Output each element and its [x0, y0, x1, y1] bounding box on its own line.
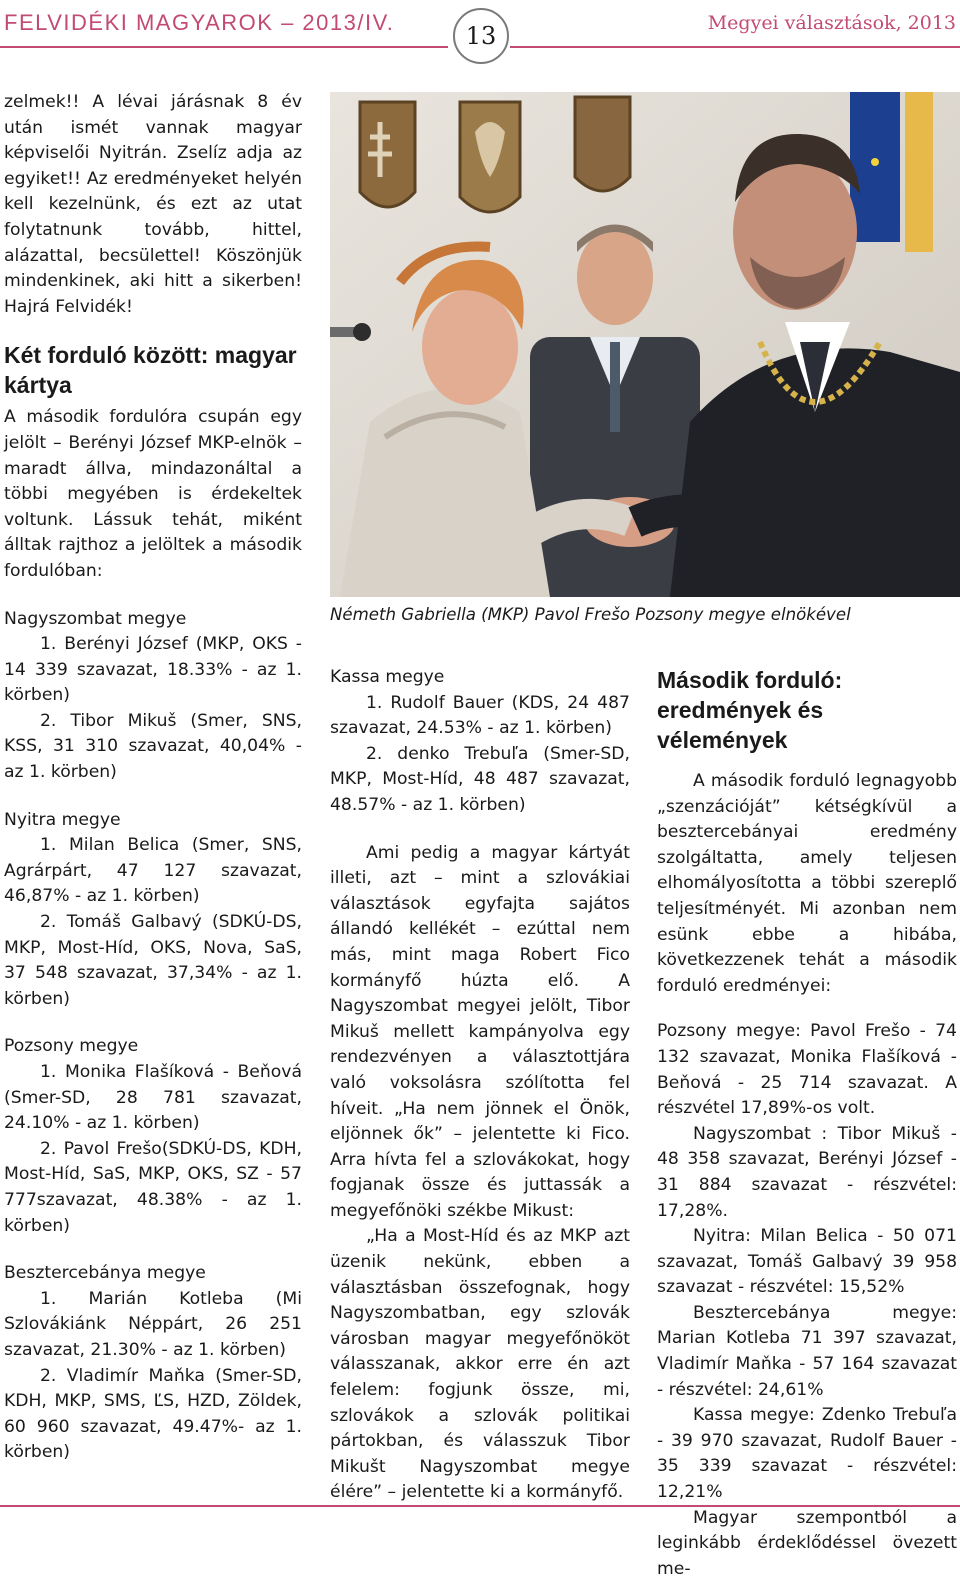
result-entry: Besztercebánya megye: Marian Kotleba 71 397 szavazat, Vladimír Maňka - 57 164 szavazat - részvétel: 24,61%	[657, 1302, 957, 1400]
county-block	[4, 808, 302, 1013]
column-left	[4, 90, 302, 1466]
column-middle	[330, 665, 630, 1506]
county-name: Kassa megye	[330, 667, 445, 687]
county-name: Nyitra megye	[4, 809, 121, 830]
body-paragraph: Ami pedig a magyar kártyát illeti, azt – mint a szlovákiai választások egyfajta sajátos állandó kellékét – ezúttal nem más, mint maga Robert Fico kormányfő húzta elő. A Nagyszombat megyei jelölt, Tibor Mikuš mellett kampányolva egy rendezvényen a választottjára való voksolásra szólította fel híveit. „Ha nem jönnek el Önök, eljönnek ők” – jelentette ki Fico. Arra hívta fel a szlovákokat, hogy fogjanak össze és juttassák a megyefőnöki székbe Mikust:	[330, 842, 630, 1221]
candidate-entry: 1. Rudolf Bauer (KDS, 24 487 szavazat, 24.53% - az 1. körben)	[330, 692, 630, 739]
candidate-entry: 2. Tibor Mikuš (Smer, SNS, KSS, 31 310 szavazat, 40,04% - az 1. körben)	[4, 710, 302, 783]
county-block	[4, 607, 302, 786]
header-rule-left	[0, 46, 448, 48]
result-entry: Kassa megye: Zdenko Trebuľa - 39 970 szavazat, Rudolf Bauer - 35 339 szavazat - részvétel: 12,21%	[657, 1405, 957, 1503]
result-entry: Pozsony megye: Pavol Frešo - 74 132 szavazat, Monika Flašíková - Beňová - 25 714 szavazat. A részvétel 17,89%-os volt.	[657, 1021, 957, 1119]
article-heading: Két forduló között: magyar kártya	[4, 342, 297, 399]
body-paragraph: A második forduló legnagyobb „szenzációját” kétségkívül a besztercebányai eredmény szolgáltatta, amely teljesen elhomályosította a többi szereplő teljesítményét. Mi azonban nem esünk ebbe a hibába, következzenek tehát a második forduló eredményei:	[657, 771, 957, 996]
county-block	[4, 1261, 302, 1466]
candidate-entry: 1. Milan Belica (Smer, SNS, Agrárpárt, 47 127 szavazat, 46,87% - az 1. körben)	[4, 835, 302, 907]
candidate-entry: 2. Tomáš Galbavý (SDKÚ-DS, MKP, Most-Híd, OKS, Nova, SaS, 37 548 szavazat, 37,34% - az 1. körben)	[4, 912, 302, 1009]
candidate-entry: 1. Monika Flašíková - Beňová (Smer-SD, 28 781 szavazat, 24.10% - az 1. körben)	[4, 1062, 302, 1134]
county-name: Nagyszombat megye	[4, 608, 187, 629]
candidate-entry: 1. Marián Kotleba (Mi Szlovákiánk Néppárt, 26 251 szavazat, 21.30% - az 1. körben)	[4, 1288, 302, 1360]
page-number: 13	[453, 8, 509, 64]
candidate-entry: 2. denko Trebuľa (Smer-SD, MKP, Most-Híd, 48 487 szavazat, 48.57% - az 1. körben)	[330, 743, 630, 815]
intro-paragraph: zelmek!! A lévai járásnak 8 év után ismét vannak magyar képviselői Nyitrán. Zselíz adja az egyiket!! Az eredményeket helyén kell kezelnünk, és ezt az utat folytatnunk tovább, hittel, alázattal, becsülettel! Köszönjük mindenkinek, aki hitt a sikerben! Hajrá Felvidék!	[4, 92, 302, 317]
lead-paragraph: A második fordulóra csupán egy jelölt – Berényi József MKP-elnök – maradt állva, mindazonáltal a többi megyében is érdekeltek voltunk. Lássuk tehát, miként álltak rajthoz a jelöltek a második fordulóban:	[4, 407, 302, 581]
county-block	[4, 1034, 302, 1239]
section-title: Megyei választások, 2013	[707, 12, 956, 34]
section-heading: Második forduló: eredmények és vélemények	[657, 667, 843, 753]
column-right	[657, 665, 957, 1582]
photo-illustration	[330, 92, 960, 597]
footer-rule	[0, 1505, 960, 1507]
result-entry: Nyitra: Milan Belica - 50 071 szavazat, Tomáš Galbavý 39 958 szavazat - részvétel: 15,52%	[657, 1226, 957, 1298]
result-entry: Magyar szempontból a leginkább érdeklődéssel övezett me-	[657, 1507, 957, 1579]
candidate-entry: 2. Pavol Frešo(SDKÚ-DS, KDH, Most-Híd, SaS, MKP, OKS, SZ - 57 777szavazat, 48.38% - az 1. körben)	[4, 1138, 302, 1236]
photo-caption: Németh Gabriella (MKP) Pavol Frešo Pozsony megye elnökével	[330, 605, 851, 624]
county-name: Besztercebánya megye	[4, 1263, 206, 1284]
candidate-entry: 1. Berényi József (MKP, OKS - 14 339 szavazat, 18.33% - az 1. körben)	[4, 634, 302, 706]
quote-paragraph: „Ha a Most-Híd és az MKP azt üzenik nekünk, ebben a választásban összefognak, hogy Nagyszombatban, egy szlovák városban magyar megyefőnököt válasszanak, akkor erre én azt felelem: fogjunk össze, mi, szlovákok a szlovák politikai pártokban, és válasszuk Tibor Mikušt Nagyszombat megye élére” – jelentette ki a kormányfő.	[330, 1226, 630, 1503]
candidate-entry: 2. Vladimír Maňka (Smer-SD, KDH, MKP, SMS, ĽS, HZD, Zöldek, 60 960 szavazat, 49.47%- az 1. körben)	[4, 1365, 302, 1463]
county-name: Pozsony megye	[4, 1036, 139, 1057]
publication-title: FELVIDÉKI MAGYAROK – 2013/IV.	[4, 10, 395, 35]
result-entry: Nagyszombat : Tibor Mikuš - 48 358 szavazat, Berényi József - 31 884 szavazat - részvétel: 17,28%.	[657, 1123, 957, 1221]
header-rule-right	[510, 46, 960, 48]
handshake-photo	[330, 92, 960, 597]
